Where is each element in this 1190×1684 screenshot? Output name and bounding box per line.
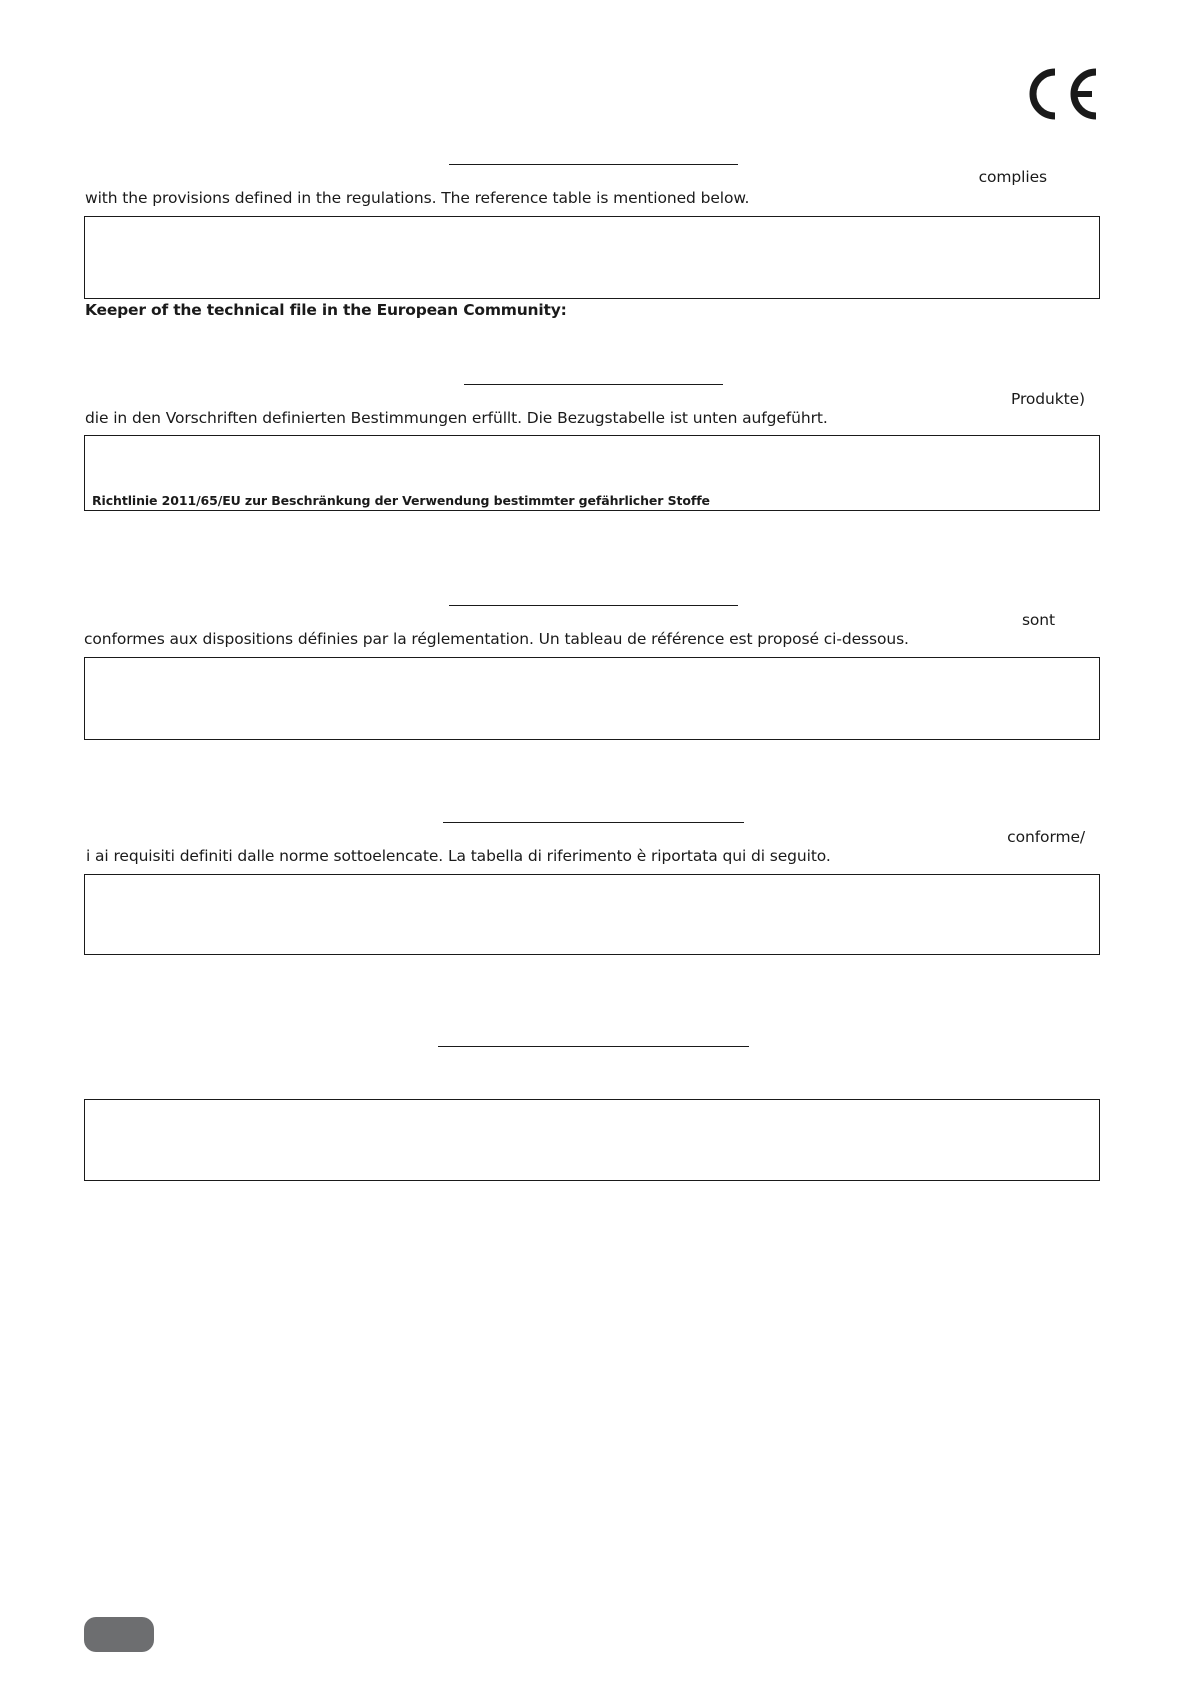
reference-box-fr	[84, 657, 1100, 740]
statement-fr: conformes aux dispositions définies par la réglementation. Un tableau de référence est proposé ci-dessous.	[84, 630, 909, 648]
reference-box-en	[84, 216, 1100, 299]
signature-line-it	[443, 822, 744, 823]
page-number-tab	[84, 1617, 154, 1652]
signature-line-fr	[449, 605, 738, 606]
statement-it: i ai requisiti definiti dalle norme sottoelencate. La tabella di riferimento è riportata qui di seguito.	[86, 847, 831, 865]
reference-box-de	[84, 435, 1100, 511]
directive-text: Richtlinie 2011/65/EU zur Beschränkung der Verwendung bestimmter gefährlicher Stoffe	[92, 493, 710, 508]
signature-line-5	[438, 1046, 749, 1047]
right-word-it: conforme/	[1007, 828, 1085, 846]
ce-mark-icon	[1022, 66, 1100, 122]
right-word-fr: sont	[1021, 611, 1055, 629]
statement-en: with the provisions defined in the regulations. The reference table is mentioned below.	[85, 189, 750, 207]
signature-line-en	[449, 164, 738, 165]
signature-line-de	[464, 384, 723, 385]
reference-box-it	[84, 874, 1100, 955]
statement-de: die in den Vorschriften definierten Bestimmungen erfüllt. Die Bezugstabelle ist unten aufgeführt.	[85, 409, 828, 427]
right-word-de: Produkte)	[1011, 390, 1085, 408]
right-word-en: complies	[978, 168, 1047, 186]
reference-box-5	[84, 1099, 1100, 1181]
keeper-heading: Keeper of the technical file in the European Community:	[85, 301, 567, 319]
